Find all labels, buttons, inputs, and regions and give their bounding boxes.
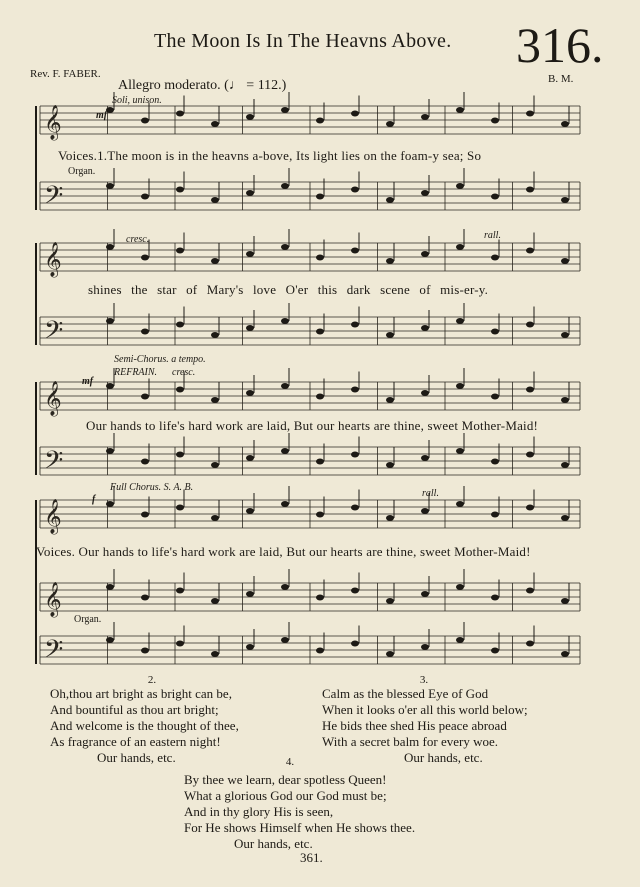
verse-2-line-1: Oh,thou art bright as bright can be, [50,686,232,701]
lyrics-system-2: shines the star of Mary's love O'er this dark scene of mis-er-y. [88,282,489,297]
organ-label: Organ. [68,166,96,177]
note-head [561,397,569,403]
note-head [211,651,219,657]
voices-label: Voices. [58,148,98,163]
note-head [526,248,534,254]
verse-3-line-3: He bids thee shed His peace abroad [322,718,507,733]
clef-icon: 𝄞 [44,381,62,416]
note-head [211,197,219,203]
refrain-label: REFRAIN. [114,367,158,378]
note-head [386,397,394,403]
note-head [351,452,359,458]
note-head [421,251,429,257]
note-head [526,322,534,328]
note-head [176,387,184,393]
note-head [141,194,149,200]
note-head [246,644,254,650]
note-head [246,390,254,396]
note-head [281,107,289,113]
note-head [526,588,534,594]
note-head [281,244,289,250]
note-head [456,183,464,189]
note-head [246,251,254,257]
note-head [561,462,569,468]
direction-rall: rall. [484,230,501,241]
note-head [491,394,499,400]
clef-icon: 𝄢 [44,316,64,351]
note-head [246,114,254,120]
verse-4-line-2: What a glorious God our God must be; [184,788,387,803]
lyrics-system-1 [58,148,481,164]
note-head [421,591,429,597]
note-head [106,318,114,324]
verse-2-number: 2. [147,674,157,686]
note-head [141,329,149,335]
organ-label-final: Organ. [74,614,102,625]
verse-3 [322,686,528,766]
note-head [176,505,184,511]
note-head [421,508,429,514]
clef-icon: 𝄞 [44,499,62,534]
note-head [211,397,219,403]
verse-2 [50,686,239,766]
note-head [316,329,324,335]
lyrics-system-3: Our hands to life's hard work are laid, But our hearts are thine, sweet Mother-Maid! [86,418,539,433]
clef-icon: 𝄢 [44,446,64,481]
note-head [141,394,149,400]
note-head [316,595,324,601]
verse-4-line-3: And in thy glory His is seen, [184,804,334,819]
note-head [351,588,359,594]
verse-3-refrain: Our hands, etc. [404,750,483,765]
note-head [106,244,114,250]
note-head [281,501,289,507]
staff-2 [40,168,580,216]
note-head [281,383,289,389]
note-head [106,383,114,389]
note-head [456,637,464,643]
note-head [281,448,289,454]
note-head [561,258,569,264]
verse-2-refrain: Our hands, etc. [97,750,176,765]
note-head [316,118,324,124]
note-head [141,118,149,124]
note-head [421,644,429,650]
direction-full-chorus: Full Chorus. S. A. B. [110,482,194,493]
note-head [176,187,184,193]
note-head [141,595,149,601]
note-head [491,329,499,335]
note-head [176,588,184,594]
note-head [176,111,184,117]
verse-4-refrain: Our hands, etc. [234,836,313,851]
note-head [386,651,394,657]
note-head [246,508,254,514]
lyrics-system-4: Voices. Our hands to life's hard work are laid, But our hearts are thine, sweet Mother-Maid! [36,544,531,559]
note-head [176,322,184,328]
note-head [386,598,394,604]
note-head [106,584,114,590]
note-head [211,332,219,338]
note-head [141,459,149,465]
note-head [176,248,184,254]
note-head [386,515,394,521]
page-number: 361. [300,850,323,865]
hymn-number: 316. [516,17,604,73]
note-head [211,258,219,264]
note-head [211,121,219,127]
metronome-mark: (♩ = 112.) [224,78,287,93]
note-head [386,121,394,127]
note-head [561,515,569,521]
staff-7 [40,486,580,535]
dynamic-f: f [92,494,96,505]
note-head [141,648,149,654]
dynamic-mf: mf [96,110,108,121]
note-head [106,448,114,454]
note-head [386,332,394,338]
note-head [561,197,569,203]
note-head [526,187,534,193]
note-head [456,244,464,250]
lyric-text: 1.The moon is in the heavns a-bove, Its light lies on the foam-y sea; So [97,148,482,163]
verse-2-line-4: As fragrance of an eastern night! [50,734,221,749]
note-head [491,118,499,124]
direction-cresc: cresc. [126,234,150,245]
note-head [176,641,184,647]
note-head [176,452,184,458]
verse-3-number: 3. [419,674,429,686]
note-head [316,512,324,518]
staff-6 [40,433,580,481]
note-head [491,648,499,654]
staff-4 [40,303,580,351]
verse-4-line-4: For He shows Himself when He shows thee. [184,820,416,835]
note-head [316,255,324,261]
clef-icon: 𝄞 [44,242,62,277]
note-head [456,318,464,324]
direction-soli-unison: Soli, unison. [112,95,162,106]
clef-icon: 𝄢 [44,635,64,670]
note-head [491,194,499,200]
note-head [106,637,114,643]
clef-icon: 𝄞 [44,105,62,140]
note-head [421,114,429,120]
direction-rall-final: rall. [422,488,439,499]
clef-icon: 𝄢 [44,181,64,216]
note-head [421,190,429,196]
note-head [561,121,569,127]
note-head [141,255,149,261]
note-head [421,390,429,396]
verse-4 [184,772,415,852]
note-head [421,325,429,331]
hymn-title: The Moon Is In The Heavns Above. [154,30,452,52]
note-head [246,455,254,461]
note-head [491,459,499,465]
author-credit: Rev. F. FABER. [30,68,101,80]
note-head [386,197,394,203]
note-head [421,455,429,461]
note-head [561,332,569,338]
note-head [211,598,219,604]
dynamic-mf-refrain: mf [82,376,94,387]
note-head [456,448,464,454]
staff-8 [40,569,580,618]
clef-icon: 𝄞 [44,582,62,617]
note-head [351,387,359,393]
direction-cresc-refrain: cresc. [172,367,196,378]
verse-4-line-1: By thee we learn, dear spotless Queen! [184,772,387,787]
tempo-text: Allegro moderato. [118,78,221,93]
note-head [386,462,394,468]
note-head [351,505,359,511]
note-head [351,641,359,647]
note-head [106,501,114,507]
note-head [491,512,499,518]
note-head [526,505,534,511]
verse-3-line-1: Calm as the blessed Eye of God [322,686,489,701]
verse-4-number: 4. [285,756,295,768]
note-head [106,183,114,189]
note-head [351,248,359,254]
note-head [316,194,324,200]
note-head [246,325,254,331]
note-head [491,595,499,601]
note-head [561,651,569,657]
verse-2-line-2: And bountiful as thou art bright; [50,702,219,717]
note-head [491,255,499,261]
note-head [561,598,569,604]
note-head [456,584,464,590]
note-head [316,459,324,465]
note-head [106,107,114,113]
note-head [351,187,359,193]
note-head [246,591,254,597]
note-head [456,107,464,113]
note-head [386,258,394,264]
note-head [316,648,324,654]
note-head [526,641,534,647]
note-head [456,383,464,389]
note-head [456,501,464,507]
note-head [526,111,534,117]
note-head [351,111,359,117]
note-head [351,322,359,328]
note-head [526,387,534,393]
staff-9 [40,622,580,670]
note-head [281,318,289,324]
direction-semi-chorus: Semi-Chorus. a tempo. [114,354,206,365]
note-head [211,462,219,468]
composer-credit: B. M. [548,73,574,85]
note-head [316,394,324,400]
note-head [281,183,289,189]
verse-3-line-4: With a secret balm for every woe. [322,734,498,749]
note-head [211,515,219,521]
note-head [281,637,289,643]
verse-3-line-2: When it looks o'er all this world below; [322,702,528,717]
note-head [246,190,254,196]
note-head [141,512,149,518]
note-head [281,584,289,590]
verse-2-line-3: And welcome is the thought of thee, [50,718,239,733]
note-head [526,452,534,458]
